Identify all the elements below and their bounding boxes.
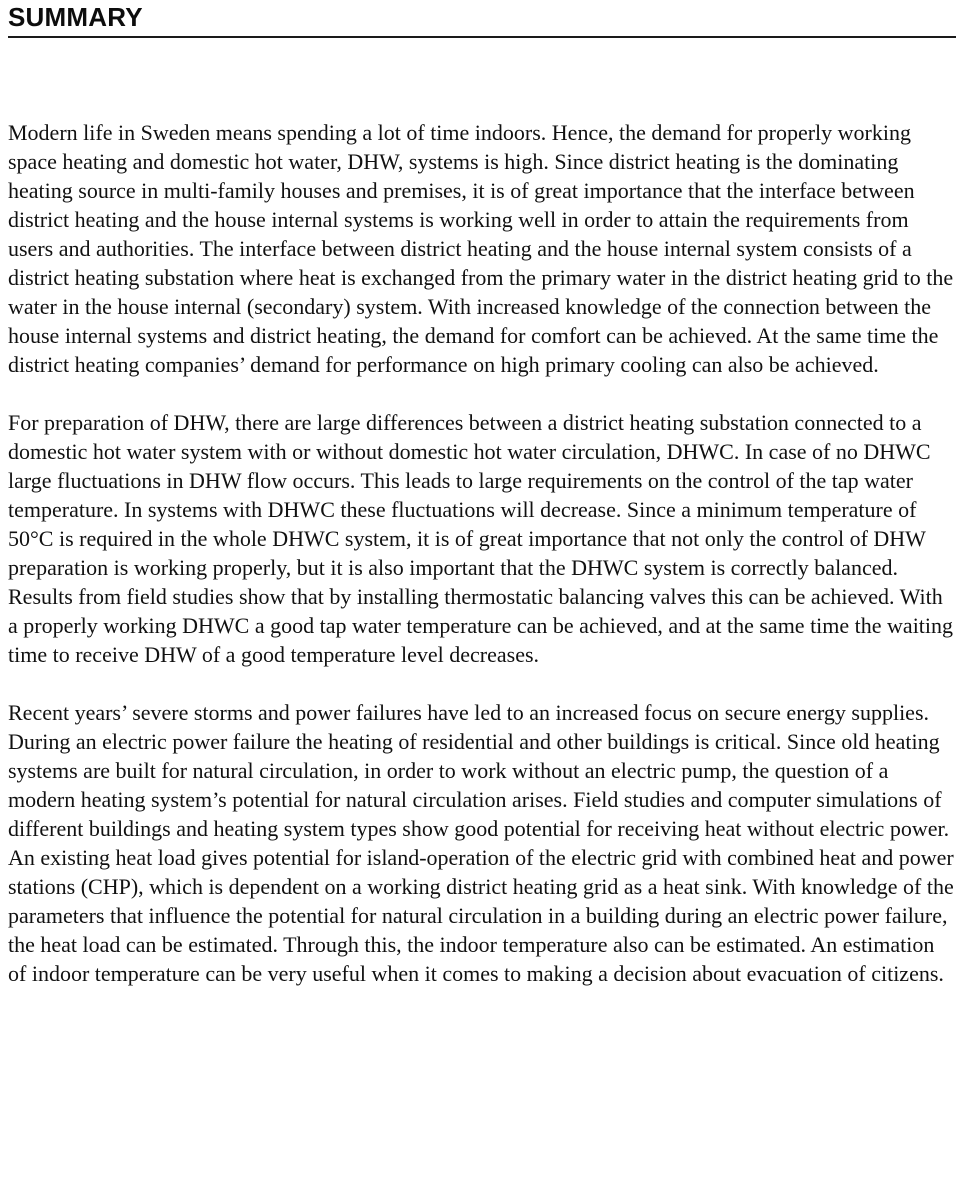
summary-body bbox=[8, 118, 956, 988]
paragraph-dhw-circulation: For preparation of DHW, there are large differences between a district heating substation connected to a domestic hot water system with or without domestic hot water circulation, DHWC. In case of no DHWC large fluctuations in DHW flow occurs. This leads to large requirements on the control of the tap water temperature. In systems with DHWC these fluctuations will decrease. Since a minimum temperature of 50°C is required in the whole DHWC system, it is of great importance that not only the control of DHW preparation is working properly, but it is also important that the DHWC system is correctly balanced. Results from field studies show that by installing thermostatic balancing valves this can be achieved. With a properly working DHWC a good tap water temperature can be achieved, and at the same time the waiting time to receive DHW of a good temperature level decreases. bbox=[8, 410, 954, 667]
heading-rule bbox=[8, 36, 956, 38]
paragraph-indoor-heating: Modern life in Sweden means spending a lot of time indoors. Hence, the demand for properly working space heating and domestic hot water, DHW, systems is high. Since district heating is the dominating heating source in multi-family houses and premises, it is of great importance that the interface between district heating and the house internal systems is working well in order to attain the requirements from users and authorities. The interface between district heating and the house internal system consists of a district heating substation where heat is exchanged from the primary water in the district heating grid to the water in the house internal (secondary) system. With increased knowledge of the connection between the house internal systems and district heating, the demand for comfort can be achieved. At the same time the district heating companies’ demand for performance on high primary cooling can also be achieved. bbox=[8, 120, 954, 377]
section-heading: SUMMARY bbox=[8, 2, 143, 32]
paragraph-power-failure: Recent years’ severe storms and power failures have led to an increased focus on secure energy supplies. During an electric power failure the heating of residential and other buildings is critical. Since old heating systems are built for natural circulation, in order to work without an electric pump, the question of a modern heating system’s potential for natural circulation arises. Field studies and computer simulations of different buildings and heating system types show good potential for receiving heat without electric power. An existing heat load gives potential for island-operation of the electric grid with combined heat and power stations (CHP), which is dependent on a working district heating grid as a heat sink. With knowledge of the parameters that influence the potential for natural circulation in a building during an electric power failure, the heat load can be estimated. Through this, the indoor temperature also can be estimated. An estimation of indoor temperature can be very useful when it comes to making a decision about evacuation of citizens. bbox=[8, 700, 954, 986]
